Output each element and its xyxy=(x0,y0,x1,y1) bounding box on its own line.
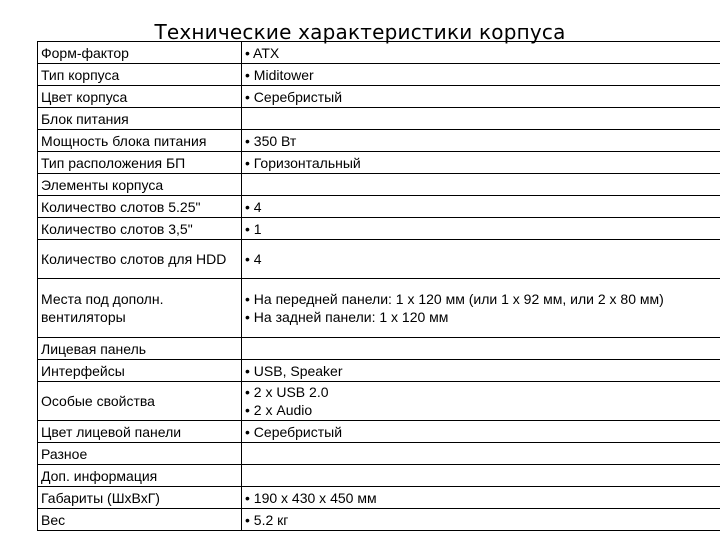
row-label: Мощность блока питания xyxy=(38,130,242,152)
value-line: • 350 Вт xyxy=(245,132,297,149)
value-line: • 4 xyxy=(245,198,262,215)
row-label: Лицевая панель xyxy=(38,338,242,360)
value-line: • Горизонтальный xyxy=(245,154,361,171)
row-value xyxy=(242,487,720,509)
row-label: Вес xyxy=(38,509,242,531)
row-value xyxy=(242,218,720,240)
value-line: • USB, Speaker xyxy=(245,362,343,379)
table-row xyxy=(38,338,720,360)
value-line: • На передней панели: 1 х 120 мм (или 1 х 92 мм, или 2 х 80 мм) xyxy=(245,291,664,307)
row-value xyxy=(242,86,720,108)
row-label: Разное xyxy=(38,443,242,465)
row-value xyxy=(242,421,720,443)
row-label: Количество слотов 5.25" xyxy=(38,196,242,218)
value-line: • 5.2 кг xyxy=(245,511,289,528)
row-label: Особые свойства xyxy=(38,382,242,421)
row-value xyxy=(242,196,720,218)
row-value xyxy=(242,382,720,421)
table-row xyxy=(38,86,720,108)
value-line: • Miditower xyxy=(245,66,314,83)
table-row xyxy=(38,240,720,279)
table-row xyxy=(38,130,720,152)
table-row xyxy=(38,509,720,531)
row-value xyxy=(242,42,720,64)
row-value xyxy=(242,108,720,130)
value-line: • 2 х Audio xyxy=(245,402,313,418)
table-row xyxy=(38,465,720,487)
table-row xyxy=(38,108,720,130)
table-row xyxy=(38,360,720,382)
row-value xyxy=(242,64,720,86)
table-row xyxy=(38,64,720,86)
row-label: Цвет корпуса xyxy=(38,86,242,108)
row-label: Цвет лицевой панели xyxy=(38,421,242,443)
row-value xyxy=(242,130,720,152)
row-value xyxy=(242,360,720,382)
value-line: • Серебристый xyxy=(245,423,343,440)
table-row xyxy=(38,174,720,196)
page-title: Технические характеристики корпуса xyxy=(154,20,566,44)
table-row xyxy=(38,421,720,443)
table-row xyxy=(38,382,720,421)
row-label: Места под дополн. вентиляторы xyxy=(38,279,242,338)
table-row xyxy=(38,196,720,218)
row-label: Элементы корпуса xyxy=(38,174,242,196)
row-label: Тип расположения БП xyxy=(38,152,242,174)
row-value xyxy=(242,174,720,196)
specs-table xyxy=(37,41,720,531)
table-row xyxy=(38,487,720,509)
row-label: Габариты (ШхВхГ) xyxy=(38,487,242,509)
row-label: Количество слотов 3,5" xyxy=(38,218,242,240)
row-label: Тип корпуса xyxy=(38,64,242,86)
table-row xyxy=(38,443,720,465)
row-value xyxy=(242,240,720,279)
value-line: • 190 х 430 х 450 мм xyxy=(245,489,377,506)
row-label: Интерфейсы xyxy=(38,360,242,382)
row-label: Форм-фактор xyxy=(38,42,242,64)
row-value xyxy=(242,509,720,531)
row-value xyxy=(242,443,720,465)
value-line: • Серебристый xyxy=(245,88,343,105)
table-row xyxy=(38,152,720,174)
value-line: • 2 х USB 2.0 xyxy=(245,384,329,400)
row-value xyxy=(242,338,720,360)
table-row xyxy=(38,279,720,338)
value-line: • ATX xyxy=(245,44,280,61)
value-line: • На задней панели: 1 х 120 мм xyxy=(245,309,449,325)
row-value xyxy=(242,465,720,487)
value-line: • 1 xyxy=(245,220,262,237)
row-value xyxy=(242,152,720,174)
row-label: Количество слотов для HDD xyxy=(38,240,242,279)
value-line: • 4 xyxy=(245,251,262,267)
row-value xyxy=(242,279,720,338)
table-row xyxy=(38,42,720,64)
row-label: Доп. информация xyxy=(38,465,242,487)
row-label: Блок питания xyxy=(38,108,242,130)
table-row xyxy=(38,218,720,240)
